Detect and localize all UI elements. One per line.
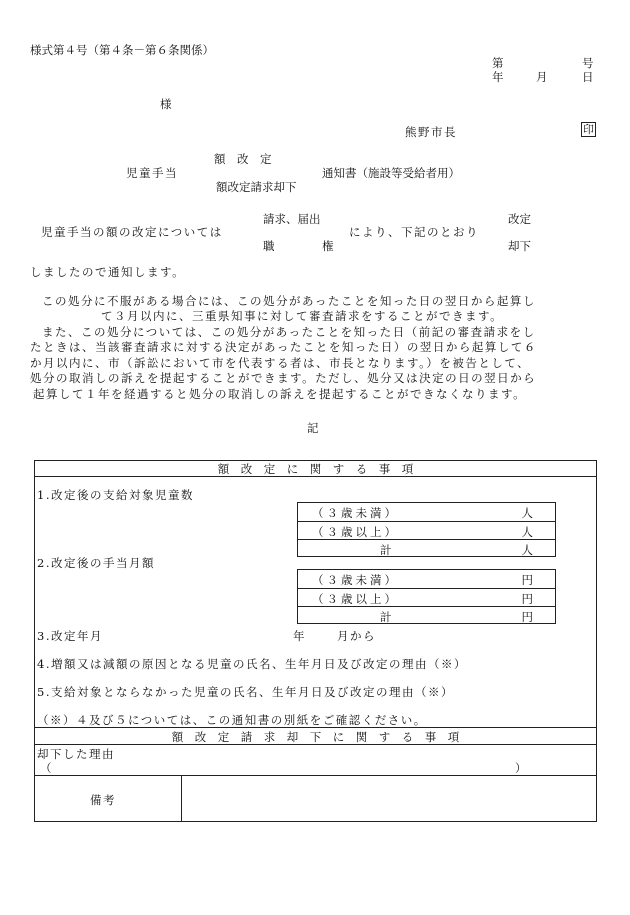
section2-header: 額 改 定 請 求 却 下 に 関 す る 事 項 <box>171 730 460 744</box>
remarks-divider <box>34 775 597 776</box>
child-count-row <box>298 503 555 521</box>
item3-year: 年 <box>293 629 305 643</box>
item5-label: 5.支給対象とならなかった児童の氏名、生年月日及び改定の理由（※） <box>37 685 454 699</box>
appeal-line-7: 起算して１年を経過すると処分の取消しの訴えを提起することができなくなります。 <box>33 387 527 401</box>
monthly-amount-row <box>298 588 555 607</box>
date-year: 年 <box>492 70 504 84</box>
date-month: 月 <box>536 70 548 84</box>
amount-over3-unit: 円 <box>521 592 533 606</box>
note-text: （※）４及び５については、この通知書の別紙をご確認ください。 <box>37 713 427 727</box>
recipient-suffix: 様 <box>160 97 172 111</box>
appeal-line-1: この処分に不服がある場合には、この処分があったことを知った日の翌日から起算し <box>42 294 536 308</box>
amount-total-label: 計 <box>380 610 395 624</box>
monthly-amount-row <box>298 570 555 588</box>
basis-option-request: 請求、届出 <box>263 212 321 226</box>
child-count-box <box>297 502 556 557</box>
section2-top-divider <box>34 727 597 728</box>
amount-under3-label: （３歳未満） <box>312 573 399 587</box>
child-count-total-label: 計 <box>380 543 395 557</box>
issuer-name: 熊野市長 <box>405 125 457 139</box>
body-prefix: 児童手当の額の改定については <box>41 225 223 239</box>
title-left: 児童手当 <box>126 166 178 180</box>
amount-over3-label: （３歳以上） <box>312 592 399 606</box>
title-option-revision: 額 改 定 <box>214 152 272 166</box>
child-count-row <box>298 521 555 540</box>
amount-total-unit: 円 <box>521 610 533 624</box>
date-day: 日 <box>582 70 594 84</box>
monthly-amount-row <box>298 606 555 625</box>
amount-under3-unit: 円 <box>521 573 533 587</box>
appeal-line-4: たときは、当該審査請求に対する決定があったことを知った日）の翌日から起算して６ <box>30 340 537 354</box>
rejection-reason-close-paren: ） <box>515 761 527 775</box>
appeal-line-3: また、この処分については、この処分があったことを知った日（前記の審査請求をし <box>42 325 536 339</box>
item4-label: 4.増額又は減額の原因となる児童の氏名、生年月日及び改定の理由（※） <box>37 657 467 671</box>
body-closing: しましたので通知します。 <box>30 265 186 279</box>
remarks-column-divider <box>181 775 182 822</box>
title-option-rejection: 額改定請求却下 <box>216 180 297 194</box>
child-count-over3-label: （３歳以上） <box>312 525 399 539</box>
form-number: 様式第４号（第４条－第６条関係） <box>30 43 214 57</box>
rejection-reason-open-paren: （ <box>40 761 52 775</box>
basis-option-ex-officio-b: 権 <box>322 239 334 253</box>
section2-header-divider <box>34 744 597 745</box>
seal-mark: 印 <box>583 123 594 136</box>
item1-label: 1.改定後の支給対象児童数 <box>37 488 194 502</box>
body-middle: により、下記のとおり <box>349 225 479 239</box>
appeal-line-5: か月以内に、市（訴訟において市を代表する者は、市長となります。）を被告として、 <box>30 356 531 370</box>
doc-no-dai: 第 <box>492 56 504 70</box>
child-count-under3-label: （３歳未満） <box>312 506 399 520</box>
item2-label: 2.改定後の手当月額 <box>37 556 155 570</box>
title-right: 通知書（施設等受給者用） <box>322 166 460 180</box>
result-option-rejection: 却下 <box>508 239 531 253</box>
child-count-row <box>298 539 555 558</box>
remarks-label: 備考 <box>90 793 116 807</box>
child-count-total-unit: 人 <box>521 543 533 557</box>
ki-heading: 記 <box>307 421 319 435</box>
basis-option-ex-officio-a: 職 <box>263 239 275 253</box>
appeal-line-6: 処分の取消しの訴えを提起することができます。ただし、処分又は決定の日の翌日から <box>30 371 537 385</box>
section1-header: 額 改 定 に 関 す る 事 項 <box>217 462 414 476</box>
rejection-reason-label: 却下した理由 <box>37 747 115 761</box>
monthly-amount-box <box>297 569 556 624</box>
result-option-revision: 改定 <box>508 212 531 226</box>
item3-label: 3.改定年月 <box>37 629 103 643</box>
item3-month: 月から <box>337 629 376 643</box>
doc-no-go: 号 <box>582 56 594 70</box>
child-count-over3-unit: 人 <box>521 525 533 539</box>
appeal-line-2: て３月以内に、三重県知事に対して審査請求をすることができます。 <box>101 309 504 323</box>
child-count-under3-unit: 人 <box>521 506 533 520</box>
